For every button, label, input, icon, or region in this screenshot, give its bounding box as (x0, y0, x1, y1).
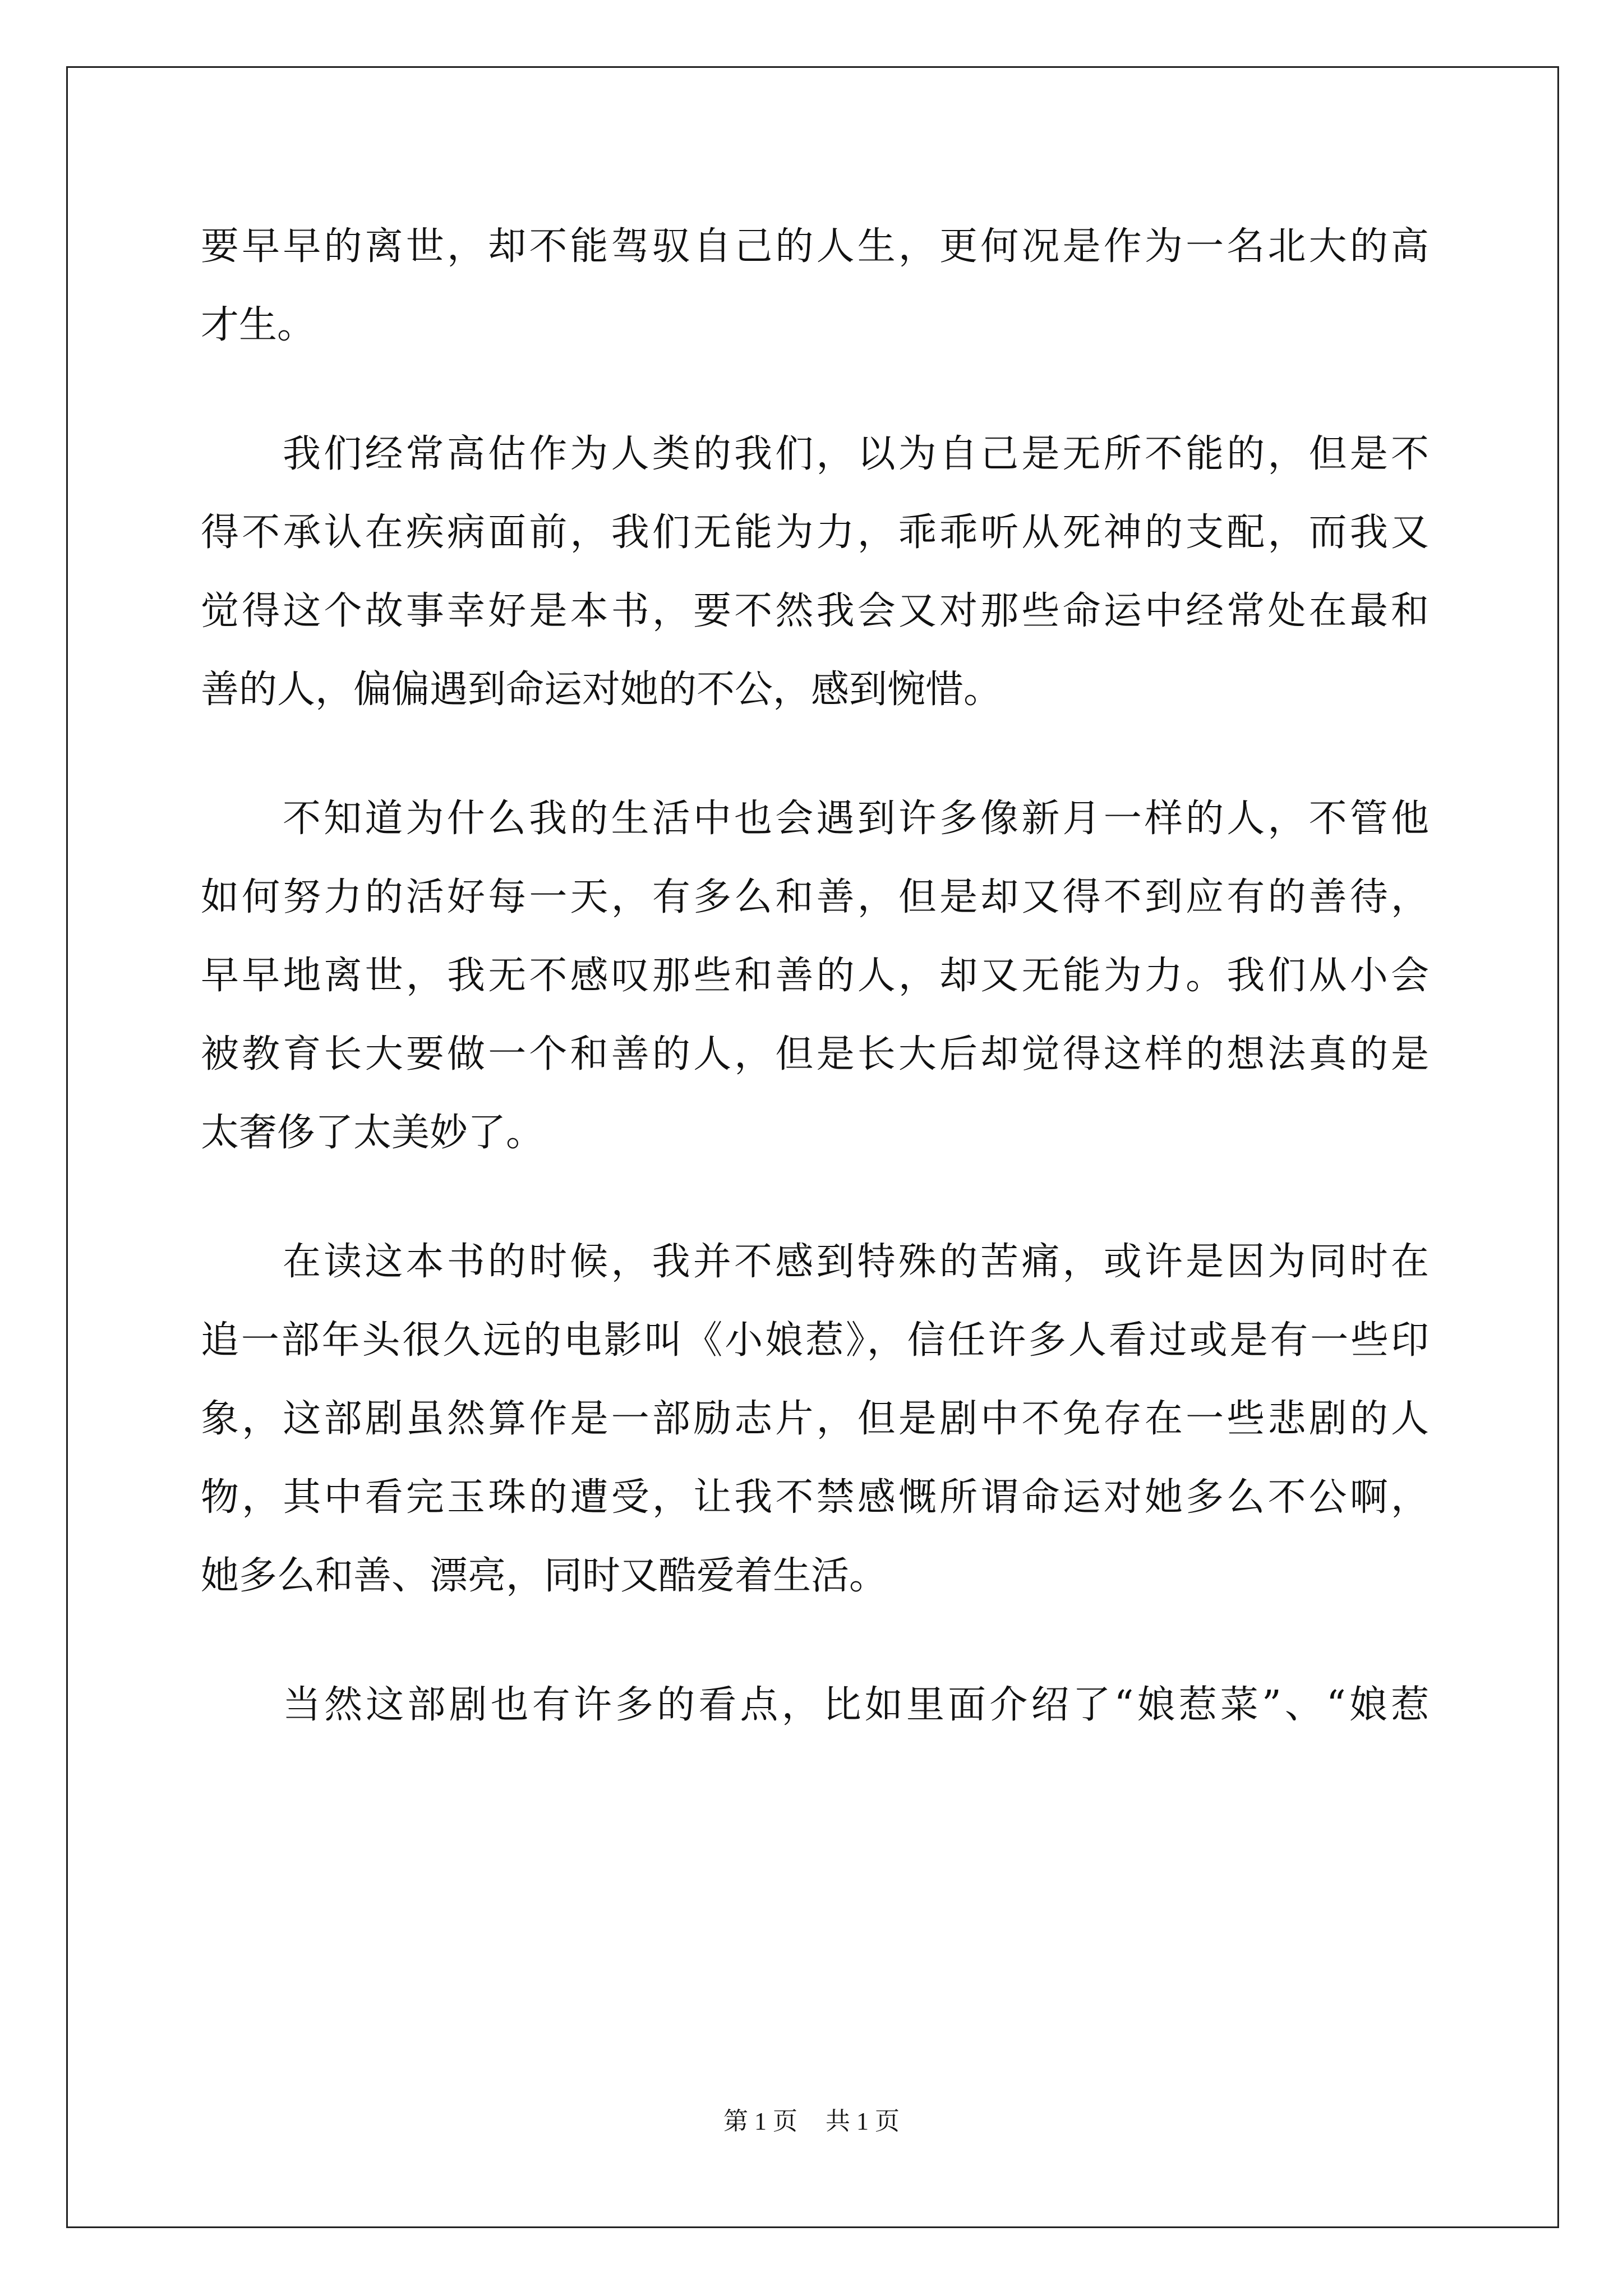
text-line: 追一部年头很久远的电影叫《小娘惹》，信任许多人看过或是有一些印 (201, 1318, 1429, 1363)
text-line: 太奢侈了太美妙了。 (201, 1111, 545, 1155)
text-line: 如何努力的活好每一天，有多么和善，但是却又得不到应有的善待， (201, 875, 1429, 919)
page-footer (0, 2105, 1623, 2138)
text-line: 得不承认在疾病面前，我们无能为力，乖乖听从死神的支配，而我又 (201, 510, 1429, 555)
text-line: 她多么和善、漂亮，同时又酷爱着生活。 (201, 1554, 888, 1598)
paragraph-first-line: 在读这本书的时候，我并不感到特殊的苦痛，或许是因为同时在 (283, 1240, 1429, 1284)
text-line: 才生。 (201, 303, 316, 347)
paragraph-first-line: 当然这部剧也有许多的看点，比如里面介绍了“娘惹菜”、“娘惹 (283, 1683, 1429, 1727)
text-line: 被教育长大要做一个和善的人，但是长大后却觉得这样的想法真的是 (201, 1032, 1429, 1076)
page-number: 第 1 页 (723, 2108, 797, 2135)
text-line: 物，其中看完玉珠的遭受，让我不禁感慨所谓命运对她多么不公啊， (201, 1475, 1429, 1520)
paragraph-first-line: 我们经常高估作为人类的我们，以为自己是无所不能的，但是不 (283, 432, 1429, 476)
text-line: 善的人，偏偏遇到命运对她的不公，感到惋惜。 (201, 668, 1002, 712)
page-total: 共 1 页 (826, 2108, 900, 2135)
text-line: 象，这部剧虽然算作是一部励志片，但是剧中不免存在一些悲剧的人 (201, 1397, 1429, 1441)
paragraph-first-line: 不知道为什么我的生活中也会遇到许多像新月一样的人，不管他 (283, 797, 1429, 841)
text-line: 觉得这个故事幸好是本书，要不然我会又对那些命运中经常处在最和 (201, 589, 1429, 633)
text-line: 早早地离世，我无不感叹那些和善的人，却又无能为力。我们从小会 (201, 954, 1429, 998)
text-line: 要早早的离世，却不能驾驭自己的人生，更何况是作为一名北大的高 (201, 224, 1429, 269)
